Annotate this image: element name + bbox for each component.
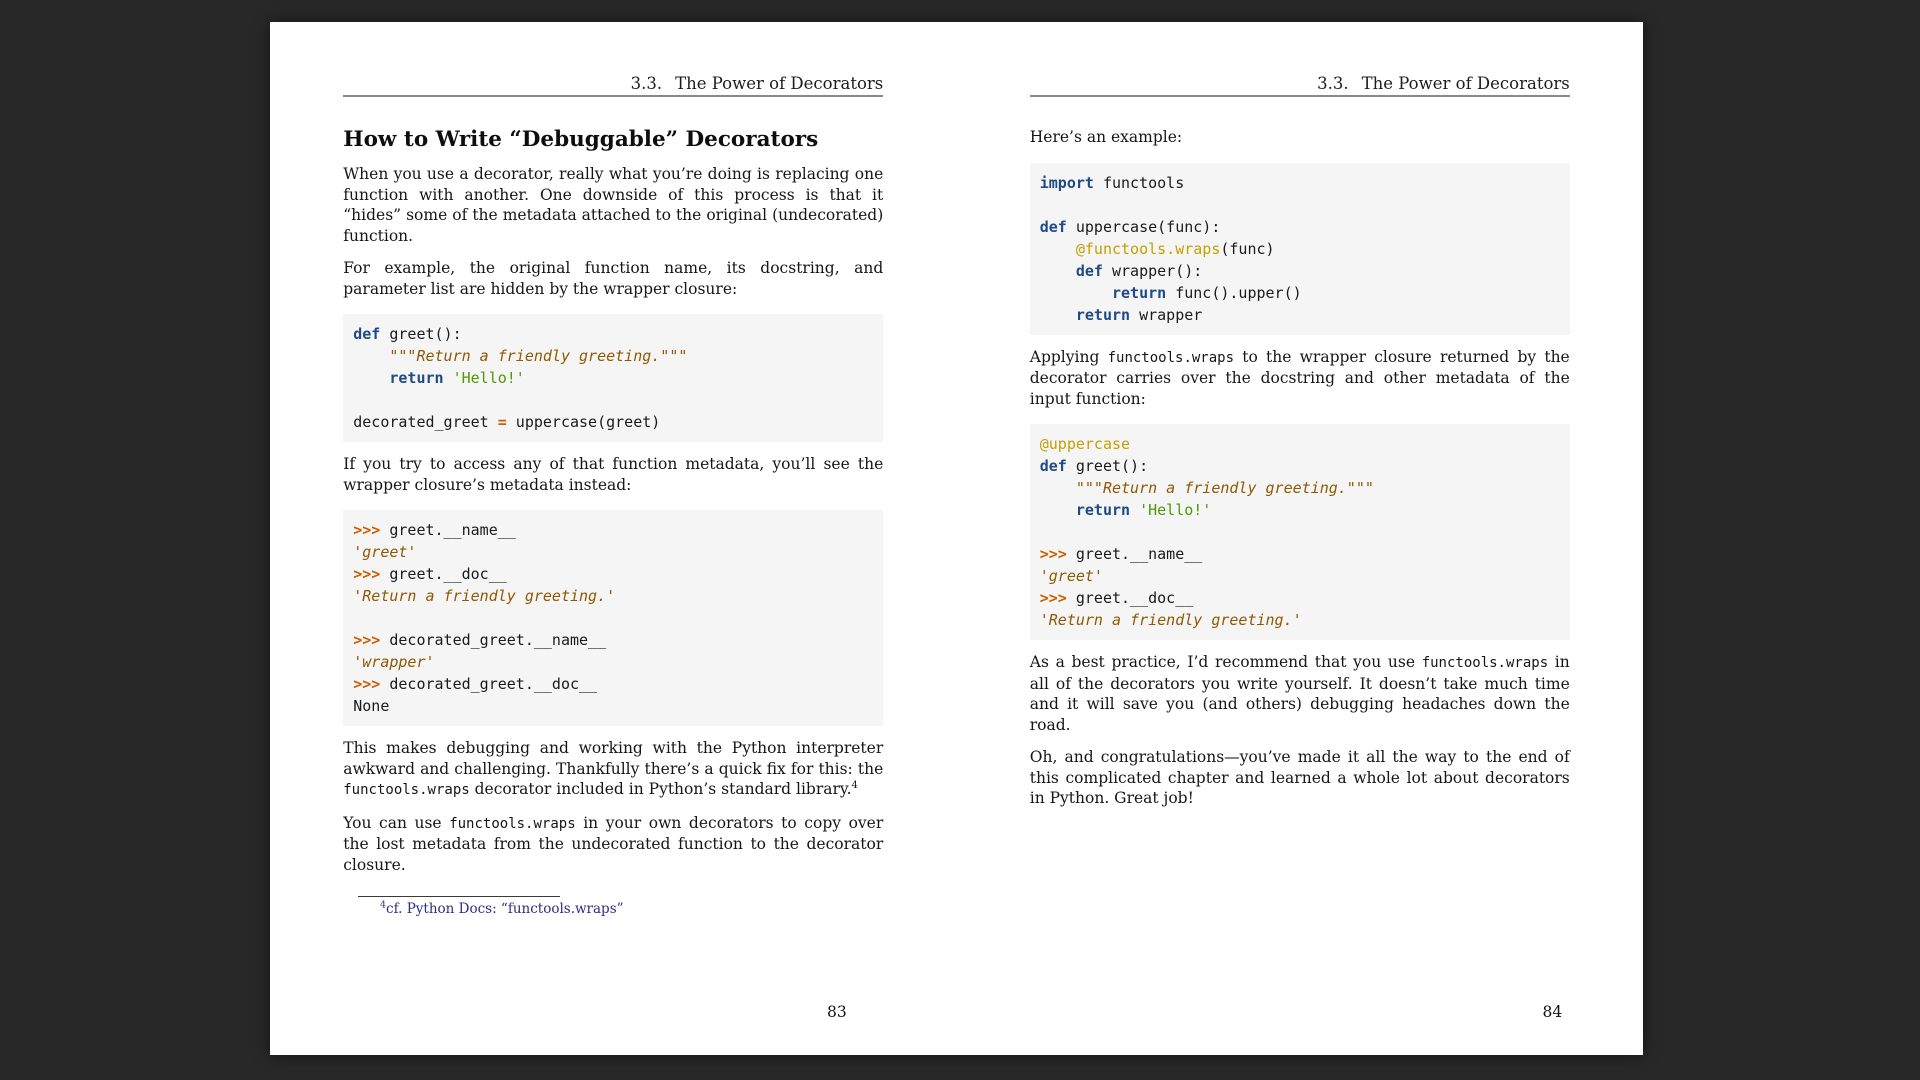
body-paragraph (1030, 347, 1570, 410)
body-paragraph (343, 813, 883, 876)
code-token: return (1112, 283, 1167, 302)
code-token: >>> (353, 631, 381, 649)
code-token: @uppercase (1039, 435, 1131, 453)
code-token: greet.__doc__ (1066, 589, 1194, 607)
code-line (1040, 216, 1560, 238)
footnote-link[interactable] (358, 901, 898, 918)
code-line (1040, 565, 1560, 587)
page-content (343, 127, 883, 875)
code-token: return (389, 369, 444, 387)
running-header (1030, 74, 1570, 97)
code-line (1040, 587, 1560, 609)
text-run: You can use (343, 813, 450, 832)
page-number: 83 (827, 1003, 847, 1021)
page-number: 84 (1542, 1003, 1563, 1021)
text-run: As a best practice, I’d recommend that you use (1029, 653, 1422, 671)
code-token: 'wrapper' (353, 653, 435, 671)
two-page-spread (270, 22, 1643, 1055)
code-token: >>> (1039, 545, 1067, 563)
code-token: greet.__name__ (1066, 545, 1203, 563)
code-token: 'Return a friendly greeting.' (353, 587, 616, 605)
section-number: 3.3. (1317, 74, 1349, 93)
code-token: uppercase(func): (1066, 217, 1221, 236)
code-token (1040, 262, 1076, 280)
section-title: The Power of Decorators (675, 74, 884, 93)
section-number: 3.3. (630, 74, 663, 93)
code-line (353, 541, 873, 563)
code-token: func().upper() (1166, 283, 1302, 302)
code-token (1040, 240, 1076, 258)
code-line (353, 519, 873, 541)
code-line (353, 323, 873, 345)
code-line (1040, 499, 1560, 521)
code-line (1040, 521, 1560, 543)
code-token: greet(): (1066, 457, 1149, 475)
code-token (1040, 501, 1076, 519)
code-line (1040, 260, 1560, 282)
running-header (343, 74, 883, 97)
code-token: """Return a friendly greeting.""" (1039, 479, 1374, 497)
code-token: greet.__doc__ (380, 565, 507, 583)
code-line (353, 651, 873, 673)
code-line (1040, 433, 1560, 455)
footnote (358, 896, 898, 918)
code-token: = (497, 413, 507, 431)
code-token (1040, 284, 1112, 302)
code-line (1040, 304, 1560, 326)
code-token: def (1039, 217, 1067, 236)
code-block (343, 510, 883, 726)
code-token: 'Return a friendly greeting.' (1039, 611, 1302, 629)
code-token: decorated_greet (353, 413, 498, 431)
code-token: return (1075, 305, 1131, 324)
code-line (1040, 609, 1560, 631)
code-token: None (353, 697, 390, 715)
code-token: 'Hello!' (1139, 501, 1212, 519)
code-block (1030, 163, 1570, 335)
code-line (353, 411, 873, 433)
text-run: For example, the original function name, its docstring, and parameter list are hidden by the wrapper closure: (343, 259, 884, 298)
code-token: decorated_greet.__name__ (380, 631, 607, 649)
text-run: in all of the decorators you write yourself. It doesn’t take much time and it will save you (and others) debugging headaches down the road. (1029, 653, 1570, 734)
code-token: 'greet' (1039, 567, 1103, 585)
code-token: @functools.wraps (1075, 239, 1221, 258)
code-block (343, 314, 883, 442)
code-line (353, 563, 873, 585)
code-line (1040, 455, 1560, 477)
code-token: uppercase(greet) (506, 413, 661, 431)
text-run: Oh, and congratulations—you’ve made it all the way to the end of this complicated chapter and learned a whole lot about decorators in Python. Great job! (1029, 748, 1570, 807)
code-line (353, 673, 873, 695)
code-line (353, 345, 873, 367)
code-token: greet.__name__ (380, 521, 516, 539)
code-token: (func) (1220, 239, 1275, 258)
code-line (1040, 477, 1560, 499)
code-token: >>> (353, 565, 381, 583)
text-run: When you use a decorator, really what you’re doing is replacing one function with another. One downside of this process is that it “hides” some of the metadata attached to the original (undecorated) function. (343, 165, 884, 245)
inline-code: functools.wraps (449, 815, 576, 832)
text-run: If you try to access any of that function metadata, you’ll see the wrapper closure’s metadata instead: (343, 455, 884, 494)
code-token: return (1075, 501, 1131, 519)
body-paragraph (343, 164, 883, 246)
code-token: import (1039, 173, 1094, 192)
code-token: functools (1093, 173, 1185, 192)
code-token: def (353, 325, 381, 343)
code-line (353, 629, 873, 651)
code-line (353, 585, 873, 607)
code-token: >>> (353, 521, 381, 539)
footnote-label: cf. Python Docs: “functools.wraps” (386, 901, 624, 917)
text-run: to the wrapper closure returned by the decorator carries over the docstring and other metadata of the input function: (1029, 347, 1570, 408)
code-line (1040, 238, 1560, 260)
code-line (353, 367, 873, 389)
page-content (1030, 127, 1570, 809)
code-token: wrapper (1130, 305, 1203, 324)
inline-code: functools.wraps (1107, 349, 1235, 366)
body-paragraph (343, 738, 883, 801)
code-block (1030, 424, 1570, 640)
code-token: wrapper(): (1102, 261, 1203, 280)
book-page-left (270, 22, 957, 1055)
text-run: Here’s an example: (1029, 128, 1183, 146)
section-heading: How to Write “Debuggable” Decorators (343, 127, 819, 152)
footnote-ref: 4 (851, 779, 858, 791)
footnote-marker: 4 (380, 899, 387, 911)
code-line (1040, 194, 1560, 216)
code-token: 'greet' (353, 543, 417, 561)
code-line (353, 607, 873, 629)
body-paragraph (343, 454, 883, 495)
code-token (1130, 501, 1139, 519)
text-run: Applying (1029, 347, 1108, 366)
text-run: in your own decorators to copy over the lost metadata from the undecorated function to the decorator closure. (343, 813, 884, 874)
code-token: def (1039, 457, 1067, 475)
body-paragraph (1030, 127, 1570, 148)
code-token: 'Hello!' (452, 369, 525, 387)
code-line (1040, 172, 1560, 194)
code-token (1040, 306, 1076, 324)
code-line (353, 695, 873, 717)
code-token: >>> (353, 675, 381, 693)
text-run: decorator included in Python’s standard library. (469, 780, 852, 798)
footnote-rule (358, 896, 560, 897)
code-token (444, 369, 453, 387)
inline-code: functools.wraps (343, 782, 470, 798)
book-page-right (957, 22, 1644, 1055)
code-line (353, 389, 873, 411)
text-run: This makes debugging and working with the Python interpreter awkward and challenging. Thankfully there’s a quick fix for this: the (343, 739, 884, 778)
inline-code: functools.wraps (1421, 655, 1549, 671)
code-token (353, 369, 389, 387)
body-paragraph (343, 258, 883, 299)
code-line (1040, 543, 1560, 565)
code-token: >>> (1039, 589, 1067, 607)
body-paragraph (1030, 652, 1570, 735)
body-paragraph (1030, 747, 1570, 809)
code-line (1040, 282, 1560, 304)
code-token: greet(): (380, 325, 462, 343)
code-token: def (1075, 261, 1103, 280)
section-title: The Power of Decorators (1361, 74, 1570, 93)
code-token: decorated_greet.__doc__ (380, 675, 598, 693)
code-token: """Return a friendly greeting.""" (353, 347, 688, 365)
